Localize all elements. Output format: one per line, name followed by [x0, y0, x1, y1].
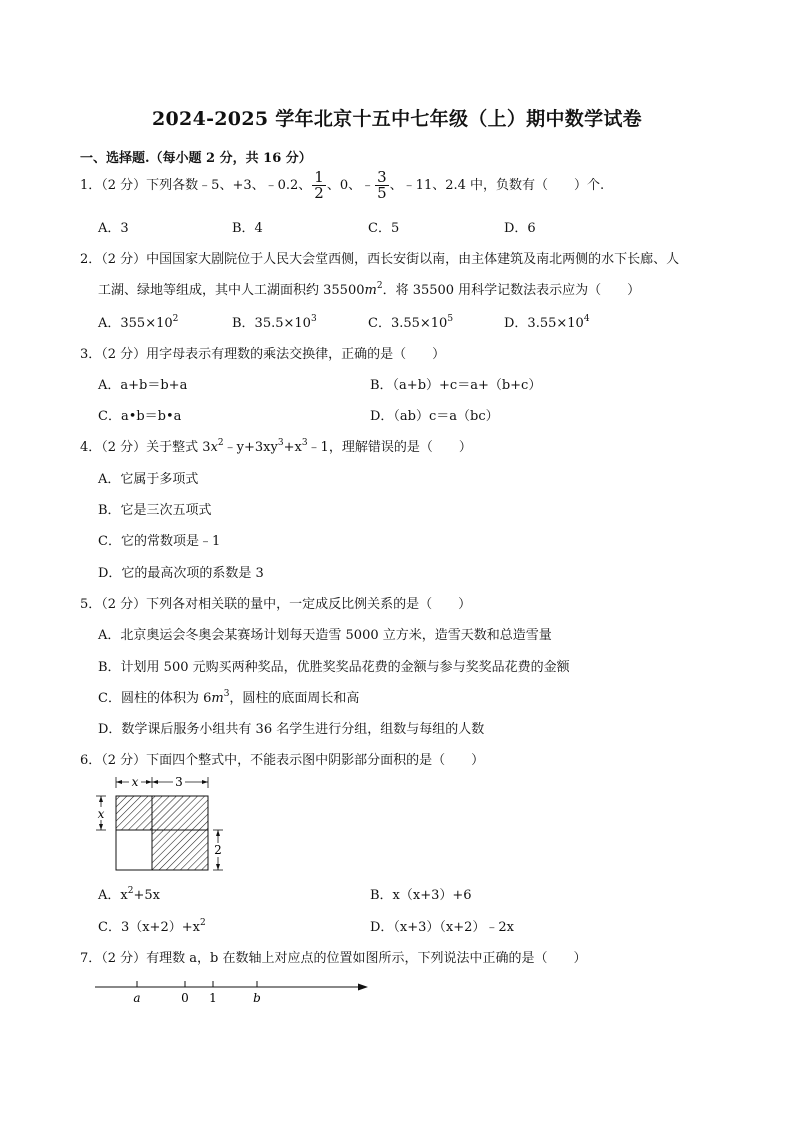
q1-option-a: A．3: [98, 221, 129, 236]
shaded-square-top-left: [116, 796, 152, 830]
q6-option-c: C．$3(x+2)+x^2$: [98, 918, 206, 935]
question-3-stem: 3．（2 分）用字母表示有理数的乘法交换律，正确的是（ ）: [80, 347, 446, 362]
label-1: 1: [209, 991, 217, 1005]
q3-option-a: A．a+b＝b+a: [98, 378, 188, 393]
question-5-stem: 5．（2 分）下列各对相关联的量中，一定成反比例关系的是（ ）: [80, 597, 472, 612]
section-heading: 一、选择题.（每小题 2 分，共 16 分）: [80, 151, 312, 166]
label-3: 3: [175, 775, 183, 789]
q2-option-c: C．$3.55\times 10^5$: [368, 314, 454, 331]
q5-option-c: C．圆柱的体积为 $6m^3$，圆柱的底面周长和高: [98, 689, 360, 706]
q2-option-a: A．$355\times 10^2$: [98, 314, 179, 331]
shaded-rect-top-right: [152, 796, 208, 830]
q4-option-b: B．它是三次五项式: [98, 503, 212, 518]
area-figure: [92, 774, 242, 874]
question-2-line-2: 工湖、绿地等组成，其中人工湖面积约 $35500m^2$．将 35500 用科学记数法表示应为（ ）: [98, 281, 641, 298]
q5-option-a: A．北京奥运会冬奥会某赛场计划每天造雪 5000 立方米，造雪天数和总造雪量: [98, 628, 552, 643]
fraction-three-fifths: $\frac{3}{5}$: [377, 168, 387, 202]
page-title: 2024-2025 学年北京十五中七年级（上）期中数学试卷: [152, 108, 642, 130]
q3-option-c: C．a•b＝b•a: [98, 409, 182, 424]
label-a: a: [133, 991, 141, 1005]
q6-option-a: A．$x^2+5x$: [98, 886, 160, 903]
label-2: 2: [214, 843, 222, 857]
q3-option-b: B．（a+b）+c＝a+（b+c）: [370, 378, 542, 393]
question-1-stem: 1．（2 分）下列各数﹣5、+3、﹣0.2、 $\frac{1}{2}$ 、0、﹣ $\frac{3}{5}$ 、﹣11、2.4 中，负数有（ ）个.: [80, 168, 605, 202]
q1-option-d: D．6: [504, 221, 536, 236]
q5-option-d: D．数学课后服务小组共有 36 名学生进行分组，组数与每组的人数: [98, 722, 485, 737]
q4-option-c: C．它的常数项是﹣1: [98, 534, 221, 549]
q1-option-c: C．5: [368, 221, 400, 236]
label-x-left: x: [97, 807, 105, 821]
fraction-one-half: $\frac{1}{2}$: [314, 168, 324, 202]
question-6-stem: 6．（2 分）下面四个整式中，不能表示图中阴影部分面积的是（ ）: [80, 753, 485, 768]
q6-option-d: D．（x+3）（x+2）﹣2x: [370, 920, 515, 935]
question-7-stem: 7．（2 分）有理数 a，b 在数轴上对应点的位置如图所示，下列说法中正确的是（ ）: [80, 951, 587, 966]
number-line-figure: [90, 974, 380, 1008]
shaded-rect-bottom-right: [152, 830, 208, 870]
axis-arrow: [358, 984, 368, 991]
q5-option-b: B．计划用 500 元购买两种奖品，优胜奖奖品花费的金额与参与奖奖品花费的金额: [98, 660, 570, 675]
question-2-line-1: 2．（2 分）中国国家大剧院位于人民大会堂西侧，西长安街以南，由主体建筑及南北两侧的水下长廊、人: [80, 252, 680, 267]
q1-option-b: B．4: [232, 221, 263, 236]
q2-option-b: B．$35.5\times 10^3$: [232, 314, 317, 331]
q6-option-b: B．x（x+3）+6: [370, 888, 472, 903]
q4-option-a: A．它属于多项式: [98, 472, 199, 487]
blank-rect-bottom-left: [116, 830, 152, 870]
label-b: b: [253, 991, 261, 1005]
question-4-stem: 4．（2 分）关于整式 $3x^2﹣y+3xy^3+x^3﹣1$，理解错误的是（ ）: [80, 438, 472, 455]
q2-option-d: D．$3.55\times 10^4$: [504, 314, 590, 331]
label-x-top: x: [131, 775, 139, 789]
label-0: 0: [181, 991, 189, 1005]
q4-option-d: D．它的最高次项的系数是 3: [98, 566, 264, 581]
q3-option-d: D．（ab）c＝a（bc）: [370, 409, 499, 424]
